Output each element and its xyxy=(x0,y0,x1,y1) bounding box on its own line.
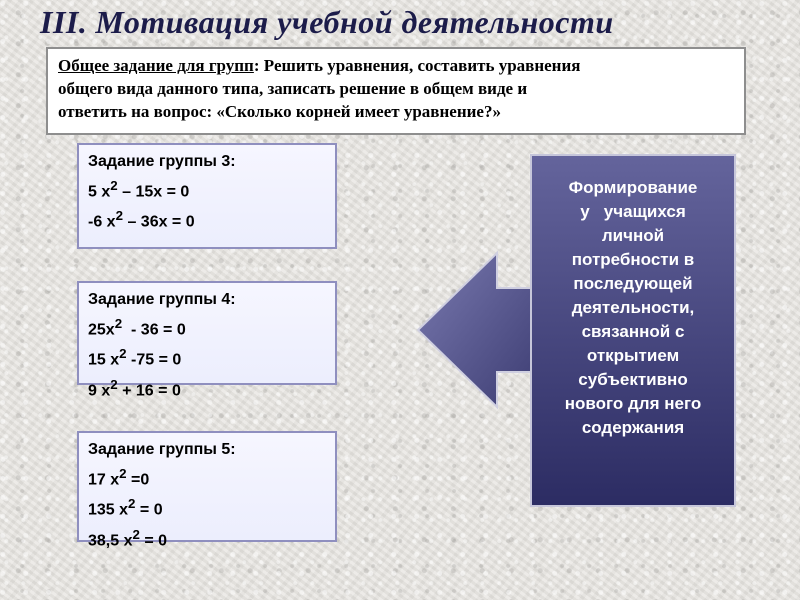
motivation-line: Формирование xyxy=(568,178,698,197)
motivation-line: нового для него xyxy=(564,394,702,413)
group-3-task-box xyxy=(77,143,337,249)
equation-rest: -75 = 0 xyxy=(126,351,182,369)
equation-rest: + 16 = 0 xyxy=(117,381,181,399)
motivation-line: открытием xyxy=(586,346,680,365)
group-5-title: Задание группы 5: xyxy=(88,441,236,458)
general-task-line-3: ответить на вопрос: «Сколько корней имеет уравнение?» xyxy=(58,102,501,121)
group-3-equation-1 xyxy=(88,174,326,204)
group-5-task-box xyxy=(77,431,337,549)
group-4-equation-2 xyxy=(88,342,326,372)
motivation-line: субъективно xyxy=(578,370,688,389)
equation-term: 9 x xyxy=(88,381,111,399)
general-task-label: Общее задание для групп xyxy=(58,56,254,75)
general-task-line-1 xyxy=(58,54,734,77)
motivation-line: последующей xyxy=(573,274,693,293)
equation-exponent: 2 xyxy=(114,316,123,331)
equation-rest: = 0 xyxy=(139,531,168,549)
equation-exponent: 2 xyxy=(128,496,136,512)
title-text: Мотивация учебной деятельности xyxy=(95,4,614,40)
group-3-equation-2 xyxy=(88,204,326,234)
group-4-title: Задание группы 4: xyxy=(88,291,236,308)
group-4-equation-3 xyxy=(88,373,326,403)
equation-exponent: 2 xyxy=(115,208,123,224)
group-3-title: Задание группы 3: xyxy=(88,153,236,170)
left-arrow-icon xyxy=(415,250,540,410)
equation-term: 15 x xyxy=(88,351,120,369)
title-roman-numeral: III. xyxy=(40,4,88,40)
general-task-line-2: общего вида данного типа, записать решение в общем виде и xyxy=(58,79,528,98)
equation-exponent: 2 xyxy=(119,346,127,362)
motivation-line: личной xyxy=(601,226,665,245)
equation-exponent: 2 xyxy=(119,466,127,481)
motivation-line: у учащихся xyxy=(580,202,686,221)
arrow-shape xyxy=(418,253,537,407)
equation-rest: = 0 xyxy=(135,501,163,519)
motivation-line: содержания xyxy=(581,418,685,437)
equation-term: 25x xyxy=(88,321,115,339)
equation-exponent: 2 xyxy=(132,526,140,542)
equation-exponent: 2 xyxy=(110,178,118,193)
equation-rest: – 15x = 0 xyxy=(117,183,190,201)
equation-rest: =0 xyxy=(126,471,150,489)
equation-rest: – 36x = 0 xyxy=(123,213,195,231)
group-5-equation-1 xyxy=(88,462,326,492)
equation-term: -6 x xyxy=(88,213,116,231)
group-4-equation-1 xyxy=(88,312,326,342)
motivation-line: связанной с xyxy=(581,322,685,341)
motivation-box xyxy=(530,154,736,507)
equation-rest: - 36 = 0 xyxy=(122,321,186,339)
general-task-separator: : xyxy=(253,56,260,75)
group-5-equation-3 xyxy=(88,523,326,553)
motivation-line: потребности в xyxy=(571,250,695,269)
slide-title xyxy=(40,4,800,41)
group-4-task-box xyxy=(77,281,337,399)
group-5-equation-2 xyxy=(88,492,326,522)
motivation-line: деятельности, xyxy=(571,298,695,317)
general-task-box xyxy=(46,47,746,135)
equation-term: 135 x xyxy=(88,501,129,519)
equation-term: 38,5 x xyxy=(88,531,133,549)
equation-term: 5 x xyxy=(88,183,111,201)
general-task-line1-rest: Решить уравнения, составить уравнения xyxy=(259,56,581,75)
equation-term: 17 x xyxy=(88,471,120,489)
equation-exponent: 2 xyxy=(110,376,118,392)
